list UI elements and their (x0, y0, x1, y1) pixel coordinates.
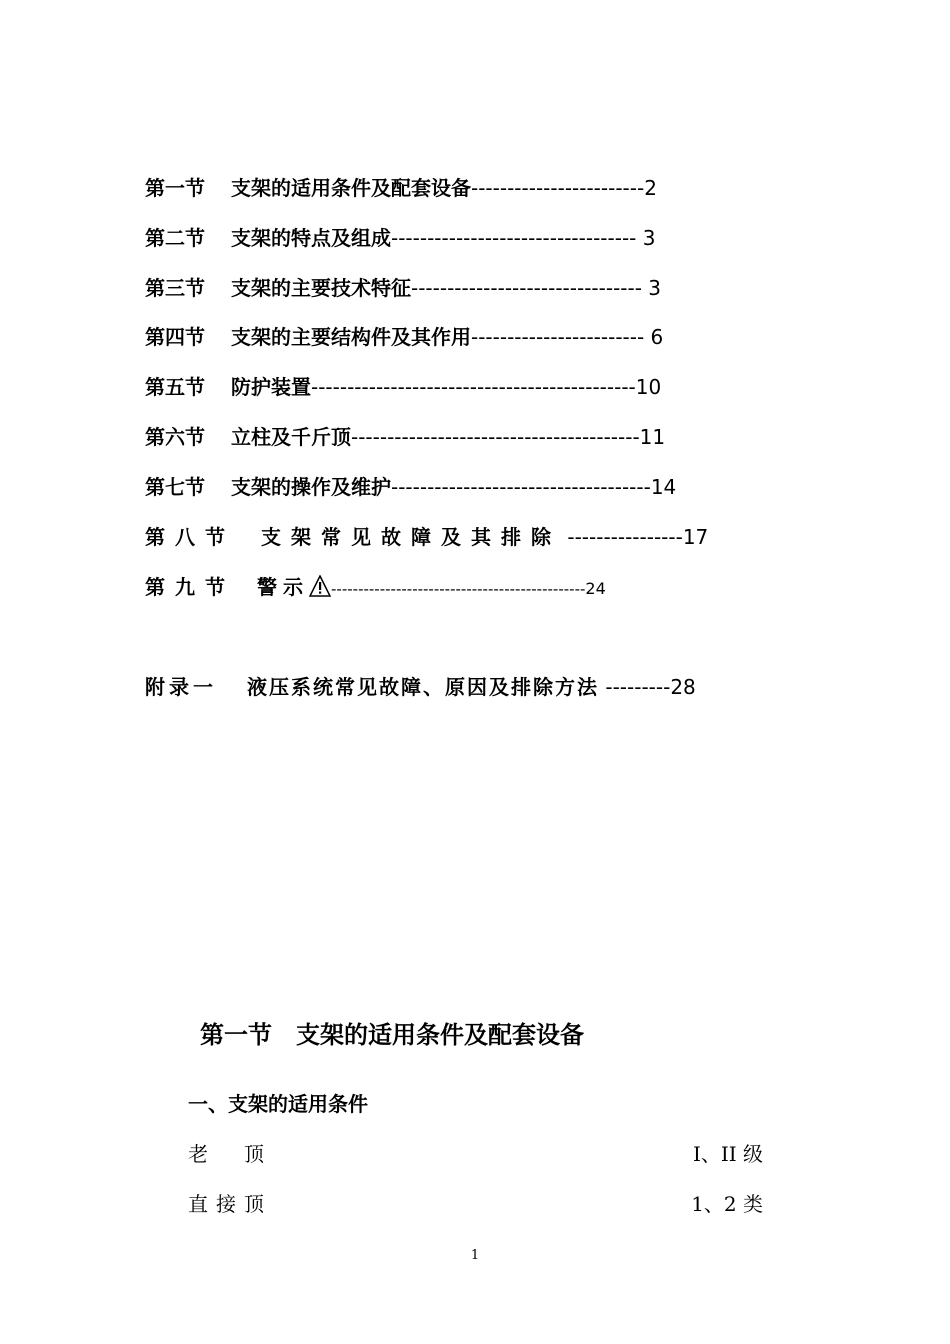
toc-section-label: 第一节 (145, 176, 205, 200)
condition-value: 1、2 类 (691, 1192, 763, 1216)
toc-section-label: 第八节 (145, 525, 235, 549)
toc-page-number: 14 (650, 475, 677, 499)
toc-entry-8[interactable] (145, 525, 708, 549)
toc-entry-4[interactable] (145, 325, 663, 349)
toc-leader: --------------------------------------------- (311, 375, 636, 399)
toc-leader: ----------------------------------------------- (331, 580, 586, 598)
toc-leader: ------------------------------------ (391, 475, 651, 499)
toc-title: 警示 (257, 575, 309, 599)
toc-page-number: 6 (644, 325, 664, 349)
toc-section-label: 第五节 (145, 375, 205, 399)
toc-section-label: 第二节 (145, 226, 205, 250)
toc-leader: --------- (599, 675, 671, 699)
toc-entry-1[interactable] (145, 176, 657, 200)
toc-leader: ---------------------------------- (391, 226, 637, 250)
subsection-heading: 一、支架的适用条件 (188, 1092, 368, 1116)
toc-page-number: 3 (636, 226, 656, 250)
toc-page-number: 2 (644, 176, 657, 200)
toc-leader: -------------------------------- (411, 276, 642, 300)
toc-section-label: 第六节 (145, 425, 205, 449)
appendix-title: 液压系统常见故障、原因及排除方法 (247, 675, 599, 699)
toc-leader: ---------------------------------------- (351, 425, 640, 449)
toc-leader: ---------------- (561, 525, 683, 549)
toc-title: 支架的操作及维护 (231, 475, 391, 499)
toc-section-label: 第七节 (145, 475, 205, 499)
toc-title: 支架的主要技术特征 (231, 276, 411, 300)
toc-page-number: 10 (635, 375, 662, 399)
toc-page-number: 11 (639, 425, 666, 449)
toc-title: 支架的主要结构件及其作用 (231, 325, 471, 349)
condition-label: 老 顶 (188, 1142, 272, 1166)
toc-page-number: 3 (641, 276, 662, 300)
section-heading: 第一节 支架的适用条件及配套设备 (200, 1021, 584, 1049)
toc-section-label: 第四节 (145, 325, 205, 349)
toc-leader: ------------------------ (471, 176, 645, 200)
toc-title: 防护装置 (231, 375, 311, 399)
condition-value: I、II 级 (692, 1142, 763, 1166)
toc-entry-9[interactable] (145, 575, 606, 601)
toc-section-label: 第三节 (145, 276, 205, 300)
toc-title: 支架的特点及组成 (231, 226, 391, 250)
toc-entry-2[interactable] (145, 226, 655, 250)
condition-label: 直接顶 (188, 1192, 272, 1216)
toc-title: 立柱及千斤顶 (231, 425, 351, 449)
toc-leader: ------------------------ (471, 325, 645, 349)
toc-page-number: 24 (585, 579, 606, 598)
toc-entry-3[interactable] (145, 276, 661, 300)
toc-title: 支架的适用条件及配套设备 (231, 176, 471, 200)
toc-entry-7[interactable] (145, 475, 676, 499)
toc-page-number: 17 (682, 525, 709, 549)
toc-page-number: 28 (670, 675, 696, 699)
toc-entry-5[interactable] (145, 375, 661, 399)
page-number: 1 (470, 1248, 480, 1263)
toc-section-label: 第九节 (145, 575, 235, 599)
appendix-label: 附录一 (145, 675, 217, 699)
toc-title: 支架常见故障及其排除 (261, 525, 561, 549)
warning-icon (309, 575, 331, 597)
toc-appendix-entry[interactable] (145, 675, 696, 699)
toc-entry-6[interactable] (145, 425, 665, 449)
